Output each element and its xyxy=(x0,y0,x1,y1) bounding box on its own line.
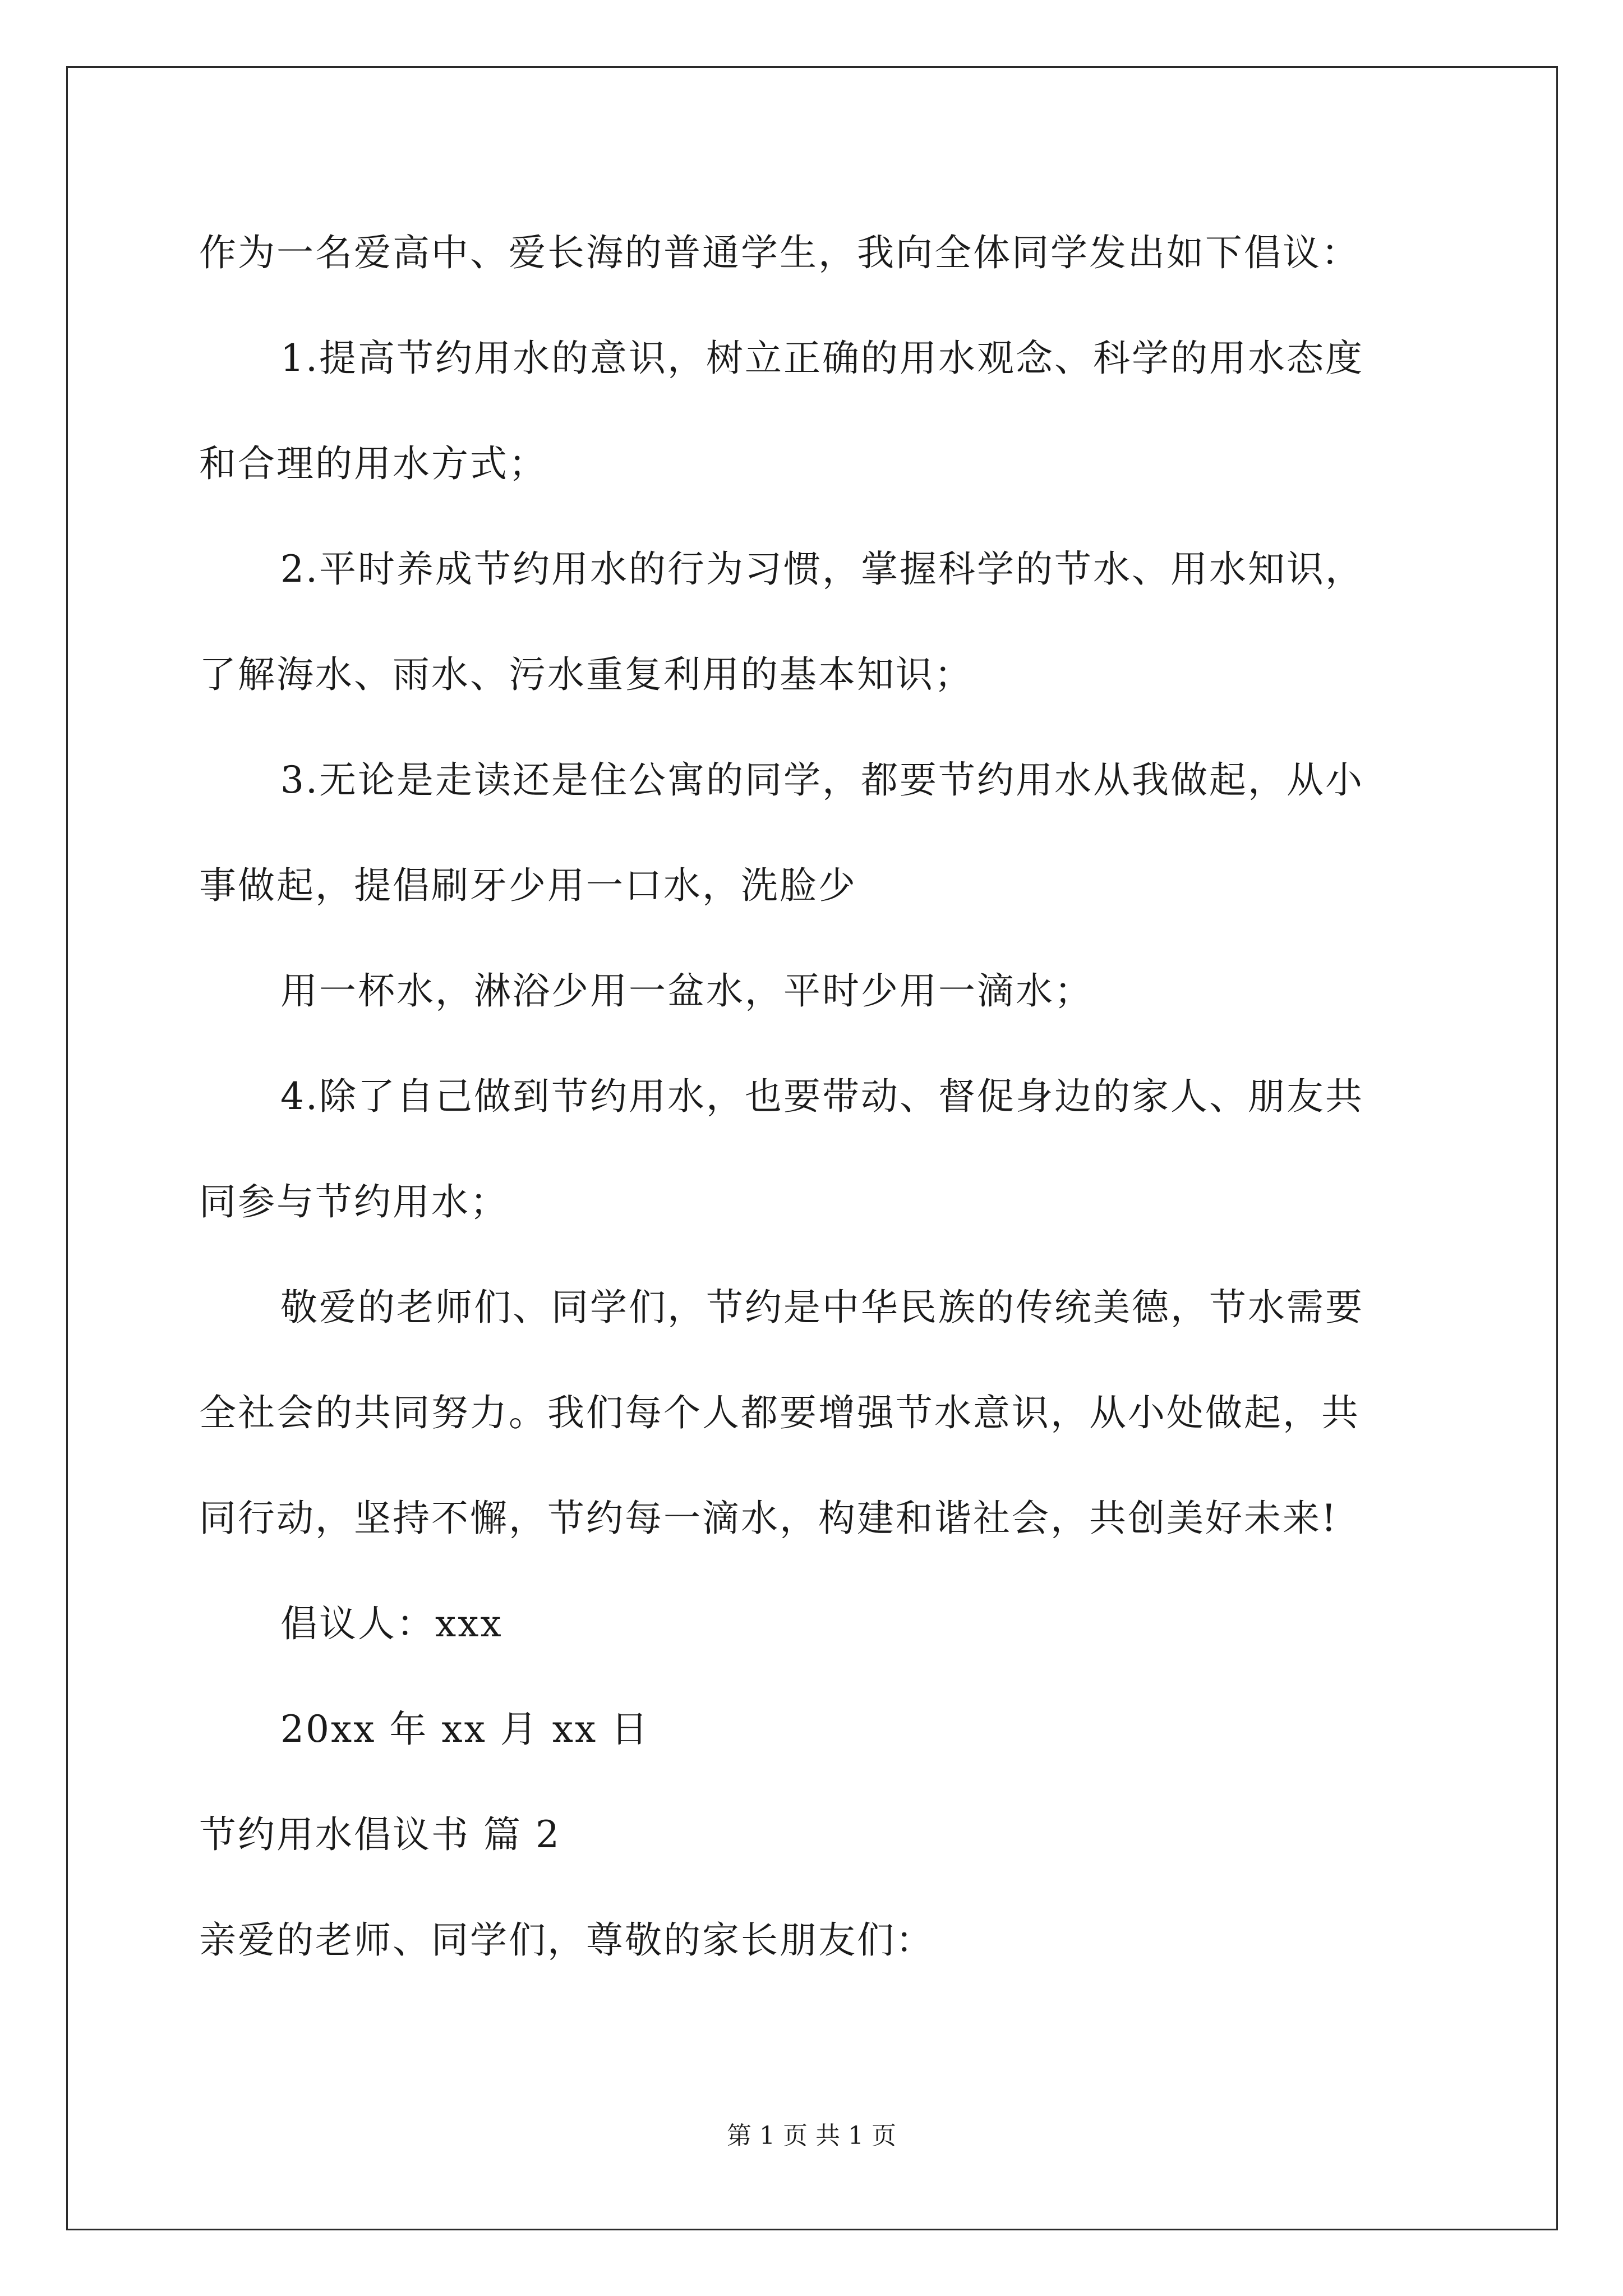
text-line-closing-a: 敬爱的老师们、同学们，节约是中华民族的传统美德，节水需要 xyxy=(280,1286,1364,1329)
date-line: 20xx 年 xx 月 xx 日 xyxy=(280,1708,650,1751)
text-line-item-2b: 了解海水、雨水、污水重复利用的基本知识； xyxy=(199,653,973,696)
signature-line: 倡议人：xxx xyxy=(280,1602,503,1645)
text-line-intro: 作为一名爱高中、爱长海的普通学生，我向全体同学发出如下倡议： xyxy=(199,231,1360,274)
text-line-item-4b: 同参与节约用水； xyxy=(199,1180,509,1223)
text-line-item-1b: 和合理的用水方式； xyxy=(199,442,547,485)
page-footer: 第 1 页 共 1 页 xyxy=(727,2122,896,2150)
section-heading: 节约用水倡议书 篇 2 xyxy=(199,1813,561,1856)
page-border xyxy=(66,66,1558,2230)
text-line-item-1a: 1.提高节约用水的意识，树立正确的用水观念、科学的用水态度 xyxy=(280,337,1364,380)
text-line-item-3c: 用一杯水，淋浴少用一盆水，平时少用一滴水； xyxy=(280,969,1093,1013)
text-line-closing-c: 同行动，坚持不懈，节约每一滴水，构建和谐社会，共创美好未来! xyxy=(199,1497,1338,1540)
text-line-item-3a: 3.无论是走读还是住公寓的同学，都要节约用水从我做起，从小 xyxy=(280,758,1364,802)
text-line-closing-b: 全社会的共同努力。我们每个人都要增强节水意识，从小处做起，共 xyxy=(199,1391,1360,1434)
salutation-line: 亲爱的老师、同学们，尊敬的家长朋友们： xyxy=(199,1918,934,1962)
text-line-item-2a: 2.平时养成节约用水的行为习惯，掌握科学的节水、用水知识， xyxy=(280,547,1364,591)
text-line-item-4a: 4.除了自己做到节约用水，也要带动、督促身边的家人、朋友共 xyxy=(280,1075,1364,1118)
text-line-item-3b: 事做起，提倡刷牙少用一口水，洗脸少 xyxy=(199,864,857,907)
